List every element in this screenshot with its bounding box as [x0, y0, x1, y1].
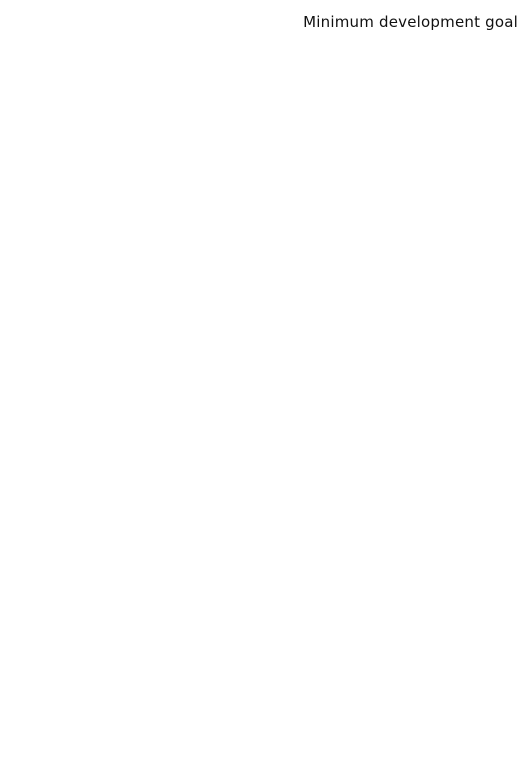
- text-column-right: [268, 6, 518, 764]
- column-paragraph: [268, 8, 518, 37]
- text-column-left: [4, 6, 254, 764]
- english-phrase: Minimum development goal: [303, 13, 518, 31]
